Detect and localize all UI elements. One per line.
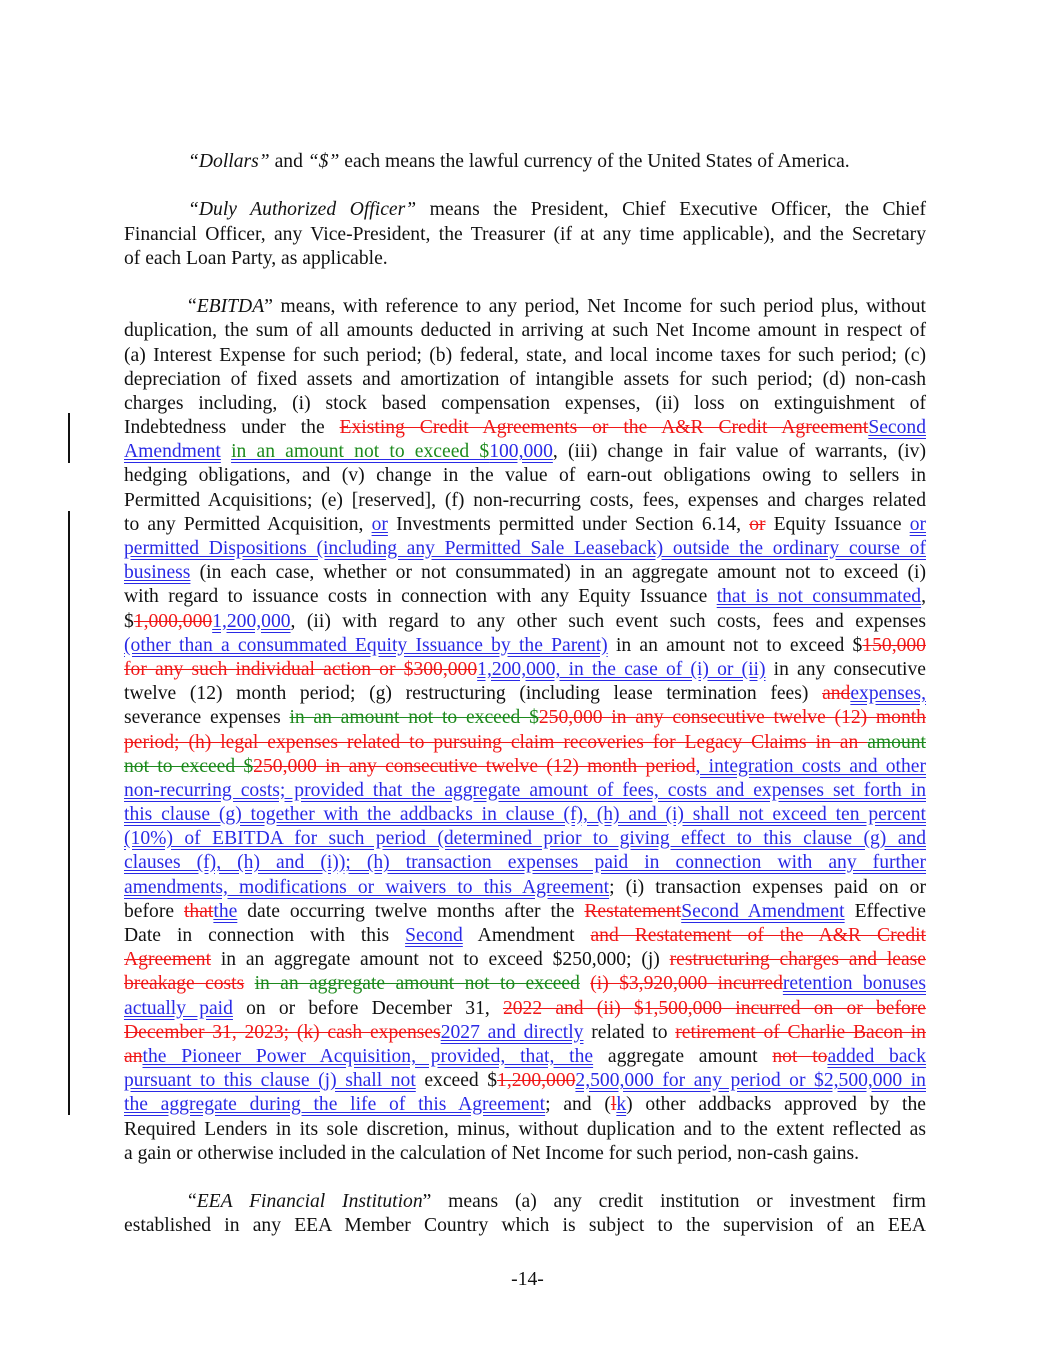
text-line xyxy=(124,489,926,513)
text-line xyxy=(124,610,926,634)
inserted-text: Second xyxy=(405,925,463,946)
text-line xyxy=(124,997,926,1021)
inserted-text: 1,200,000 xyxy=(212,610,291,632)
text: Date in connection with this xyxy=(124,925,406,946)
defined-term: “$” xyxy=(307,151,340,172)
defined-term: “Dollars” xyxy=(188,151,270,172)
text-line xyxy=(124,319,926,343)
inserted-text: expenses, xyxy=(850,683,926,705)
inserted-text: 1,200,000, in the case of (i) or (ii) xyxy=(477,658,766,680)
text: Amendment xyxy=(462,925,591,946)
text: “ xyxy=(188,1191,197,1213)
deleted-text: and Restatement of the A&R Credit xyxy=(590,925,927,946)
deleted-text: for any such individual action or $300,000 xyxy=(124,658,478,680)
deleted-text: Existing Credit Agreements or the A&R Credit Agreement xyxy=(339,417,869,439)
text: hedging obligations, and (v) change in the value of earn-out obligations owing to sellers in xyxy=(124,465,926,487)
text: , xyxy=(921,586,926,608)
text: Equity Issuance xyxy=(765,513,910,535)
change-bar xyxy=(68,511,70,1115)
text-line xyxy=(124,731,926,755)
inserted-text: Second Amendment xyxy=(681,900,845,922)
text xyxy=(221,441,231,462)
text: (in each case, whether or not consummated) in an aggregate amount not to exceed (i) xyxy=(190,562,926,584)
text-line xyxy=(124,223,926,247)
definition-eea-financial-institution xyxy=(124,1190,926,1238)
deleted-text: an xyxy=(124,1045,143,1067)
inserted-text: retention bonuses xyxy=(782,973,926,995)
change-bar xyxy=(68,413,70,463)
text: ; and ( xyxy=(545,1094,611,1116)
inserted-text: that is not consummated xyxy=(716,586,922,608)
moved-from-text: not to exceed $ xyxy=(124,755,254,777)
definition-duly-authorized-officer xyxy=(124,198,926,271)
deleted-text: 1,000,000 xyxy=(133,610,213,632)
deleted-text: and xyxy=(822,683,851,705)
defined-term: “Duly Authorized Officer” xyxy=(188,199,417,221)
text: , (ii) with regard to any other such event such costs, fees and expenses xyxy=(290,610,926,632)
inserted-text: this clause (g) together with the addbacks in clause (f), (h) and (i) shall not exceed ten percent xyxy=(124,804,926,826)
inserted-text: 2,500,000 for any period or $2,500,000 in xyxy=(575,1070,926,1092)
text-line xyxy=(124,779,926,803)
text-line xyxy=(124,1190,926,1214)
inserted-text: business xyxy=(124,562,191,584)
text-line xyxy=(124,682,926,706)
defined-term: EBITDA xyxy=(196,296,265,318)
text-line xyxy=(124,634,926,658)
deleted-text: 1,200,000 xyxy=(497,1070,576,1092)
text: and xyxy=(269,151,308,172)
inserted-text: actually paid xyxy=(124,997,233,1019)
text-line xyxy=(124,368,926,392)
deleted-text: (i) $3,920,000 incurred xyxy=(590,973,783,995)
text-line xyxy=(124,706,926,730)
text: twelve (12) month period; (g) restructuring (including lease termination fees) xyxy=(124,683,823,705)
text-line xyxy=(124,561,926,585)
text: ” means, with reference to any period, Net Income for such period plus, without xyxy=(264,296,926,318)
inserted-text: 100,000 xyxy=(489,441,553,463)
text: Financial Officer, any Vice-President, the Treasurer (if at any time applicable), and the Secretary xyxy=(124,223,926,245)
inserted-text: clauses (f), (h) and (i)); (h) transaction expenses paid in connection with any further xyxy=(124,852,926,874)
text: Investments permitted under Section 6.14, xyxy=(387,513,750,535)
text: in any consecutive xyxy=(765,658,926,680)
deleted-text: 150,000 xyxy=(862,634,926,656)
text: “ xyxy=(188,296,197,318)
text: ” means (a) any credit institution or investment firm xyxy=(422,1191,927,1213)
document-body xyxy=(124,150,926,1263)
inserted-text: or xyxy=(371,513,388,535)
text-line xyxy=(124,755,926,779)
text-line xyxy=(124,585,926,609)
inserted-text: pursuant to this clause (j) shall not xyxy=(124,1070,416,1092)
inserted-text: (other than a consummated Equity Issuance by the Parent) xyxy=(124,634,608,656)
text-line xyxy=(124,464,926,488)
text-line xyxy=(124,344,926,368)
inserted-text: Second xyxy=(868,417,926,439)
inserted-text: added back xyxy=(827,1045,927,1067)
text: ) other addbacks approved by the xyxy=(626,1094,926,1116)
inserted-text: non-recurring costs; provided that the aggregate amount of fees, costs and expenses set forth in xyxy=(124,779,926,801)
text-line xyxy=(124,900,926,924)
deleted-text: or xyxy=(749,513,766,535)
text: depreciation of fixed assets and amortization of intangible assets for such period; (d) non-cash xyxy=(124,368,926,390)
text-line xyxy=(124,1093,926,1117)
text-line xyxy=(124,972,926,996)
text-line xyxy=(124,851,926,875)
text: $ xyxy=(124,610,134,632)
text: related to xyxy=(583,1021,676,1043)
inserted-text: k xyxy=(616,1094,627,1116)
text: before xyxy=(124,900,184,922)
text: of each Loan Party, as applicable. xyxy=(124,247,388,269)
text: Permitted Acquisitions; (e) [reserved], (f) non-recurring costs, fees, expenses and charges related xyxy=(124,489,926,511)
deleted-text: December 31, 2023; (k) cash expenses xyxy=(124,1021,441,1043)
text xyxy=(580,973,590,994)
text: means the President, Chief Executive Officer, the Chief xyxy=(416,199,926,221)
inserted-text: permitted Dispositions (including any Permitted Sale Leaseback) outside the ordinary course of xyxy=(124,538,926,559)
text-line xyxy=(124,537,926,561)
deleted-text: period; (h) legal expenses related to pursuing claim recoveries for Legacy Claims in an xyxy=(124,731,868,753)
definition-ebitda xyxy=(124,295,926,1166)
inserted-text: or xyxy=(909,513,927,535)
text xyxy=(244,973,254,994)
text-line xyxy=(124,1069,926,1093)
inserted-text: 2027 and directly xyxy=(440,1021,584,1043)
deleted-text: 2022 and (ii) $1,500,000 incurred on or before xyxy=(502,997,927,1019)
text: date occurring twelve months after the xyxy=(237,900,585,922)
text: to any Permitted Acquisition, xyxy=(124,513,372,535)
text-line xyxy=(124,1021,926,1045)
text-line xyxy=(124,295,926,319)
text-line xyxy=(124,1045,926,1069)
text: Indebtedness under the xyxy=(124,417,340,439)
deleted-text: 250,000 in any consecutive twelve (12) month xyxy=(538,707,926,729)
text-line xyxy=(124,416,926,440)
deleted-text: l xyxy=(610,1094,617,1116)
deleted-text: breakage costs xyxy=(124,973,245,995)
text-line xyxy=(124,803,926,827)
text-line xyxy=(124,392,926,416)
text: , (iii) change in fair value of warrants, (iv) xyxy=(552,441,927,463)
deleted-text: retirement of Charlie Bacon in xyxy=(675,1021,926,1043)
text: in an amount not to exceed $ xyxy=(607,634,863,656)
text-line xyxy=(124,876,926,900)
inserted-text: the aggregate during the life of this Agreement xyxy=(124,1094,546,1116)
text: aggregate amount xyxy=(593,1045,773,1067)
text: each means the lawful currency of the United States of America. xyxy=(339,151,850,172)
inserted-text: Amendment xyxy=(124,441,221,463)
inserted-text: the xyxy=(213,900,238,922)
text-line xyxy=(124,1118,926,1142)
text-line xyxy=(124,827,926,851)
moved-to-text: in an amount not to exceed $ xyxy=(231,441,490,463)
text-line xyxy=(124,1142,926,1166)
deleted-text: that xyxy=(183,900,214,922)
text: on or before December 31, xyxy=(232,997,503,1019)
moved-from-text: in an amount not to exceed $ xyxy=(289,707,539,729)
text: a gain or otherwise included in the calculation of Net Income for such period, non-cash gains. xyxy=(124,1142,860,1164)
text-line xyxy=(124,658,926,682)
text: ; (i) transaction expenses paid on or xyxy=(609,876,926,898)
inserted-text: , integration costs and other xyxy=(695,755,926,777)
text-line xyxy=(124,247,926,271)
text-line xyxy=(124,198,926,222)
text-line xyxy=(124,440,926,464)
inserted-text: the Pioneer Power Acquisition, provided, that, the xyxy=(142,1045,594,1067)
definition-dollars xyxy=(124,150,926,174)
deleted-text: not to xyxy=(772,1045,828,1067)
deleted-text: restructuring charges and lease xyxy=(669,949,926,971)
deleted-text: 250,000 in any consecutive twelve (12) month period xyxy=(253,755,696,777)
deleted-text: Agreement xyxy=(124,949,212,971)
text: with regard to issuance costs in connection with any Equity Issuance xyxy=(124,586,717,608)
moved-from-text: amount xyxy=(867,731,926,753)
text: severance expenses xyxy=(124,707,290,729)
text-line xyxy=(124,513,926,537)
text-line xyxy=(124,924,926,948)
inserted-text: amendments, modifications or waivers to this Agreement xyxy=(124,876,610,898)
text-line xyxy=(124,150,926,174)
text: in an aggregate amount not to exceed $250,000; (j) xyxy=(211,949,670,971)
moved-from-text: in an aggregate amount not to exceed xyxy=(254,973,580,995)
text-line xyxy=(124,948,926,972)
text: (a) Interest Expense for such period; (b) federal, state, and local income taxes for such period; (c) xyxy=(124,344,926,366)
page-number: -14- xyxy=(511,1269,544,1290)
text: Effective xyxy=(844,900,927,922)
text: Required Lenders in its sole discretion, minus, without duplication and to the extent reflected as xyxy=(124,1118,926,1140)
text-line xyxy=(124,1214,926,1238)
deleted-text: Restatement xyxy=(584,900,682,922)
inserted-text: (10%) of EBITDA for such period (determined prior to giving effect to this clause (g) and xyxy=(124,828,926,850)
text: charges including, (i) stock based compensation expenses, (ii) loss on extinguishment of xyxy=(124,392,926,414)
text: established in any EEA Member Country which is subject to the supervision of an EEA xyxy=(124,1215,926,1237)
text: exceed $ xyxy=(415,1070,498,1092)
text: duplication, the sum of all amounts deducted in arriving at such Net Income amount in respect of xyxy=(124,320,926,342)
defined-term: EEA Financial Institution xyxy=(196,1191,423,1213)
